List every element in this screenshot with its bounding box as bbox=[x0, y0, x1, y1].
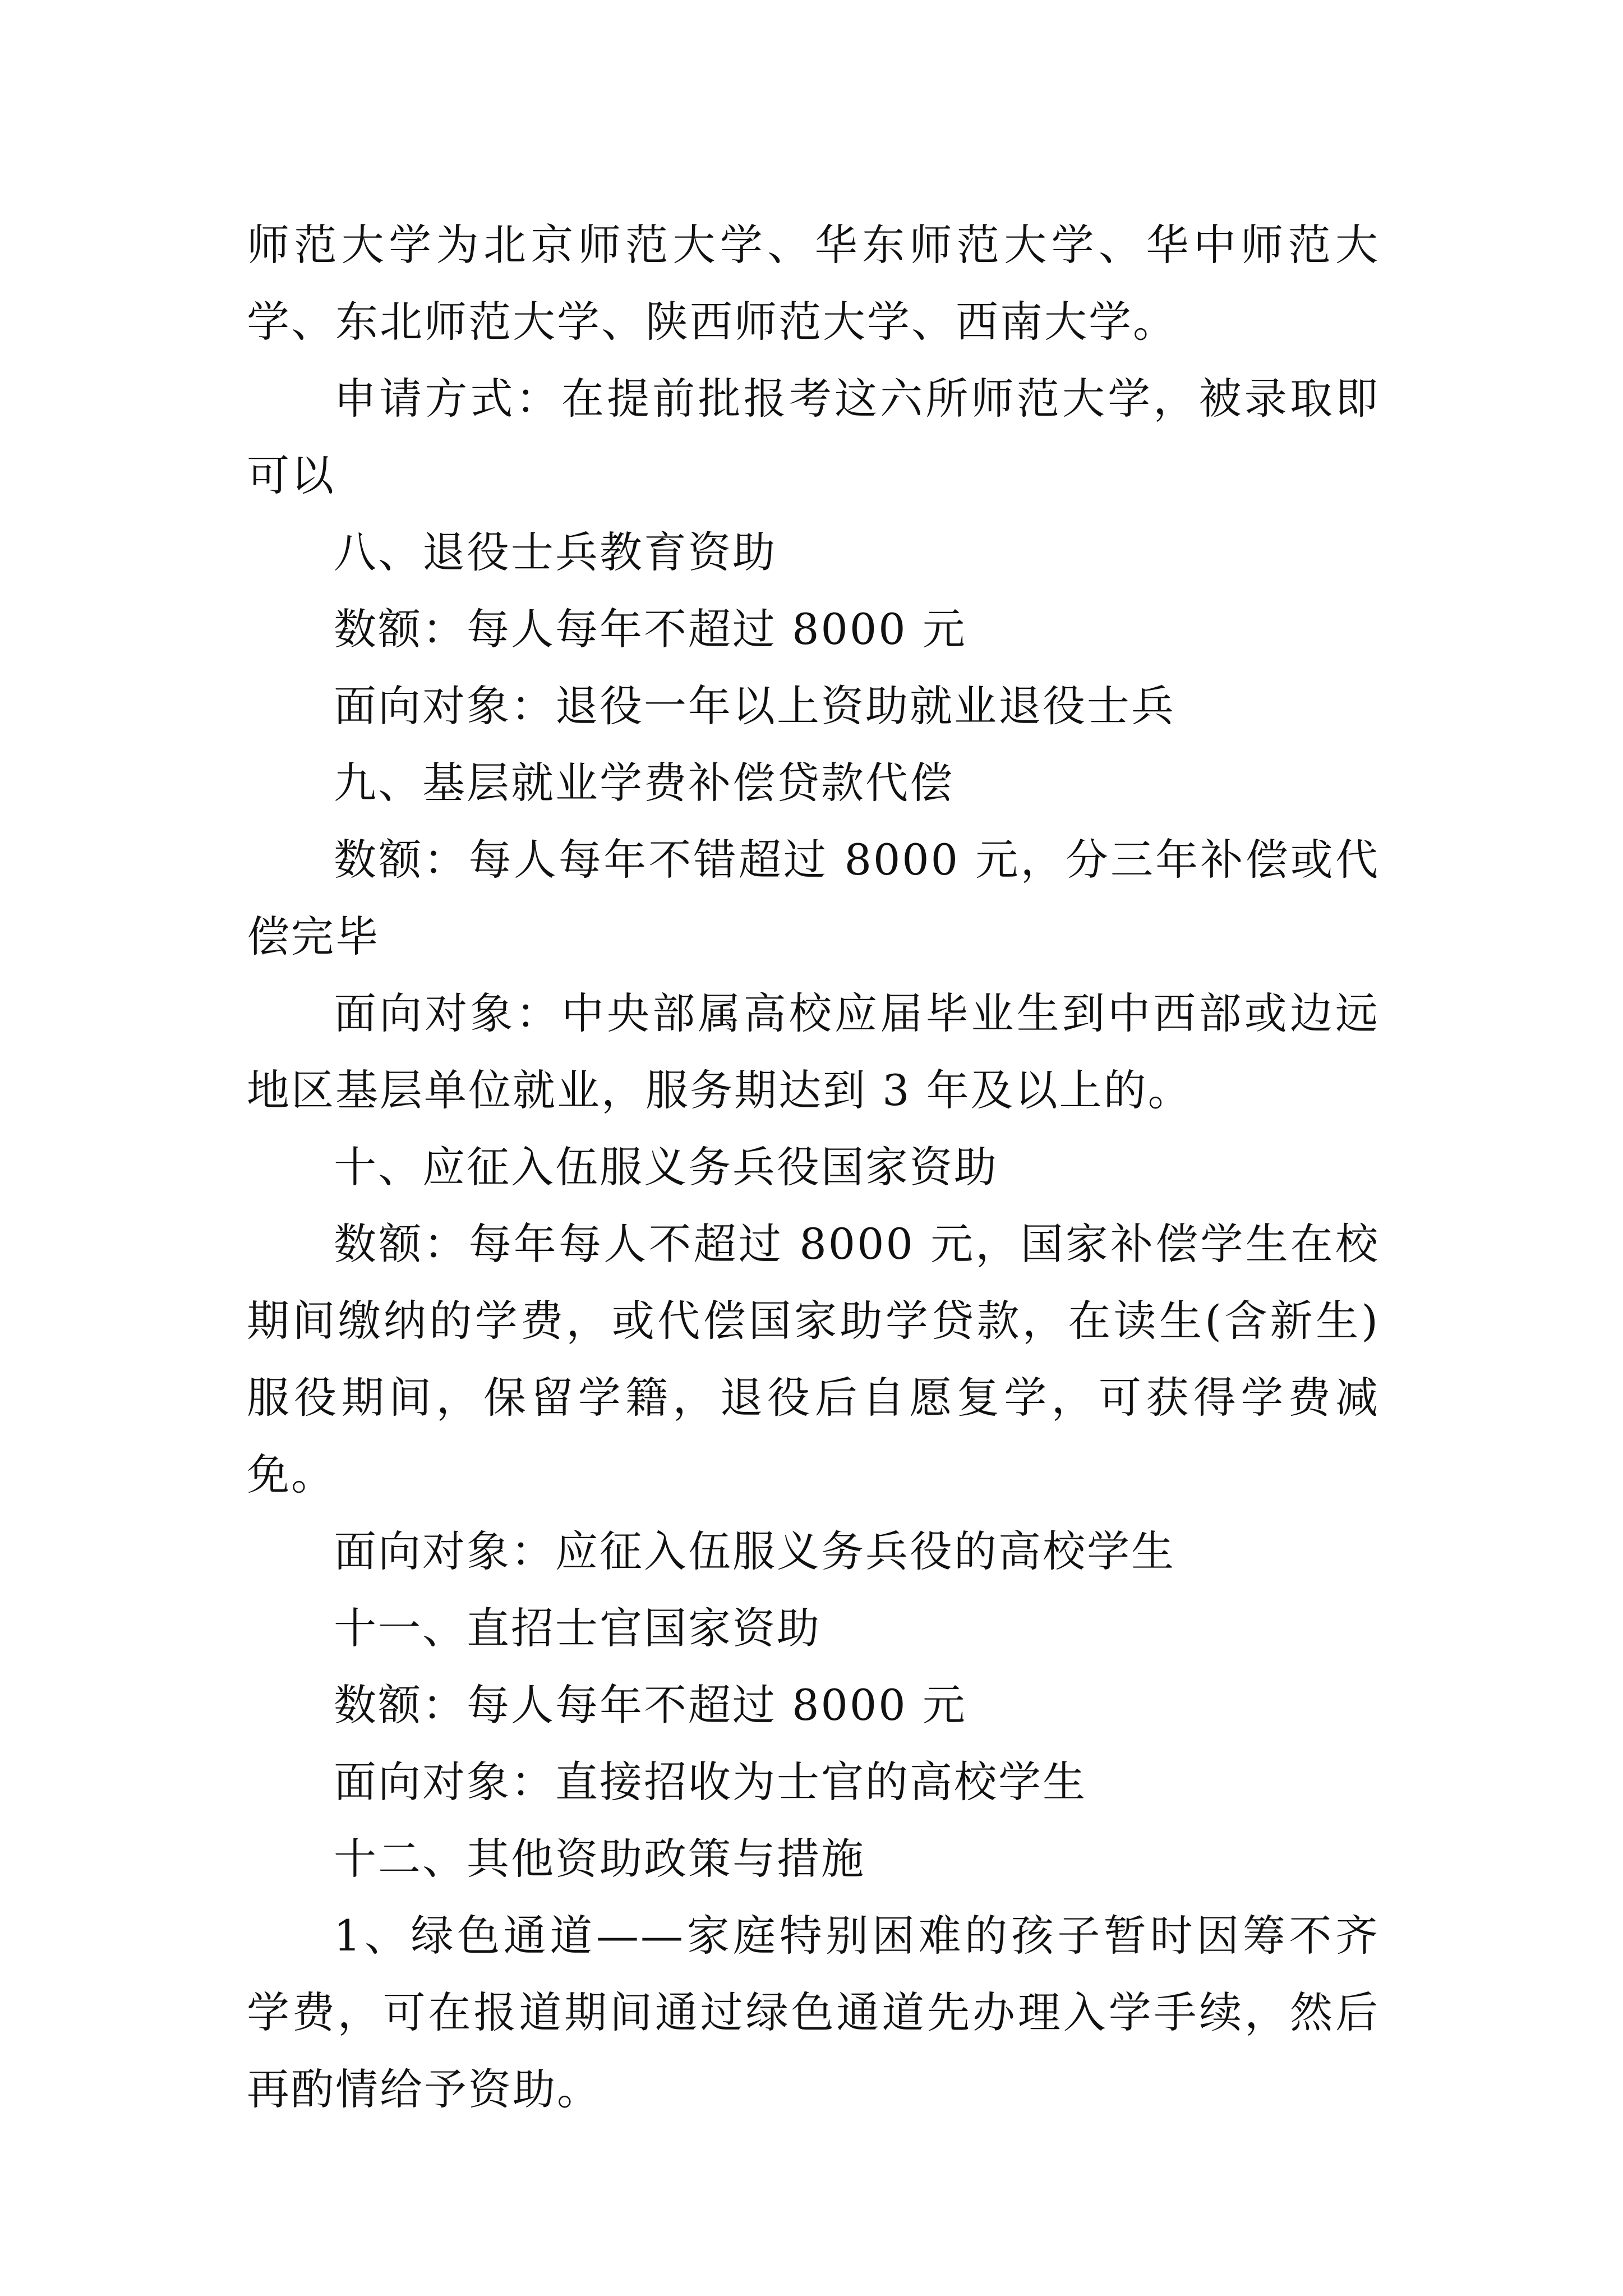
paragraph-nco-amount: 数额：每人每年不超过 8000 元 bbox=[334, 1680, 967, 1730]
heading-other-policies: 十二、其他资助政策与措施 bbox=[334, 1834, 865, 1884]
paragraph-green-channel: 1、绿色通道——家庭特别困难的孩子暂时因筹不齐学费，可在报道期间通过绿色通道先办理入学手续，然后再酌情给予资助。 bbox=[247, 1911, 1380, 2114]
paragraph-veteran-target: 面向对象：退役一年以上资助就业退役士兵 bbox=[334, 681, 1175, 731]
paragraph-grassroots-target: 面向对象：中央部属高校应届毕业生到中西部或边远地区基层单位就业，服务期达到 3 年及以上的。 bbox=[247, 988, 1380, 1115]
paragraph-normal-universities: 师范大学为北京师范大学、华东师范大学、华中师范大学、东北师范大学、陕西师范大学、西南大学。 bbox=[247, 220, 1380, 347]
heading-direct-nco-aid: 十一、直招士官国家资助 bbox=[334, 1603, 821, 1653]
heading-grassroots-employment: 九、基层就业学费补偿贷款代偿 bbox=[334, 758, 954, 808]
paragraph-conscription-target: 面向对象：应征入伍服义务兵役的高校学生 bbox=[334, 1526, 1175, 1576]
paragraph-conscription-amount: 数额：每年每人不超过 8000 元，国家补偿学生在校期间缴纳的学费，或代偿国家助学贷款，在读生(含新生)服役期间，保留学籍，退役后自愿复学，可获得学费减免。 bbox=[247, 1219, 1380, 1499]
heading-conscription-aid: 十、应征入伍服义务兵役国家资助 bbox=[334, 1142, 998, 1192]
paragraph-application-method: 申请方式：在提前批报考这六所师范大学，被录取即可以 bbox=[247, 374, 1380, 500]
paragraph-grassroots-amount: 数额：每人每年不错超过 8000 元，分三年补偿或代偿完毕 bbox=[247, 835, 1380, 961]
paragraph-veteran-amount: 数额：每人每年不超过 8000 元 bbox=[334, 604, 967, 654]
heading-veteran-education-aid: 八、退役士兵教育资助 bbox=[334, 527, 777, 577]
paragraph-nco-target: 面向对象：直接招收为士官的高校学生 bbox=[334, 1757, 1087, 1807]
document-body bbox=[247, 206, 1380, 2128]
